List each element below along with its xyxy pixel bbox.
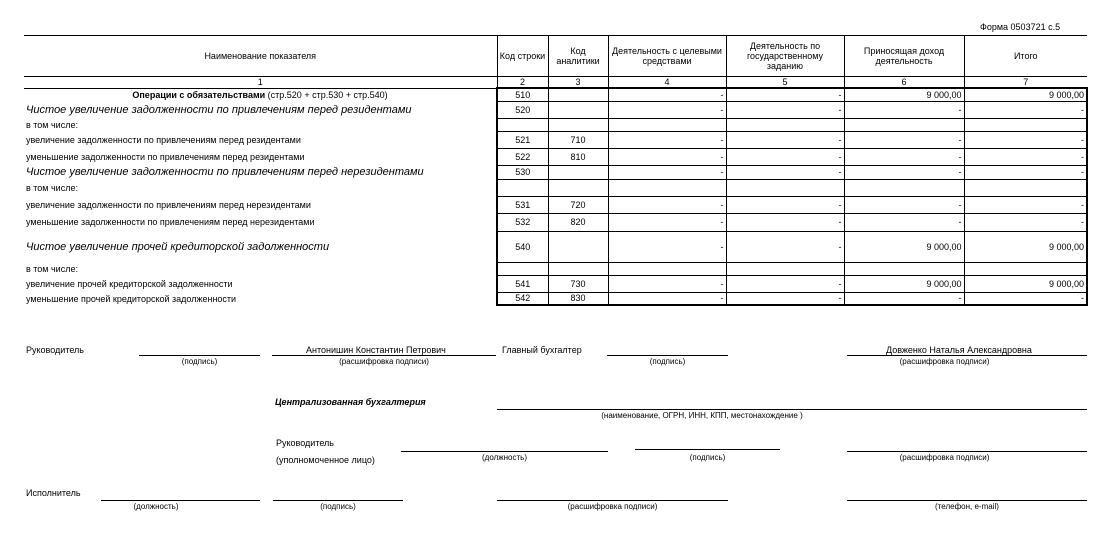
row-name: Чистое увеличение задолженности по привлечениям перед резидентами <box>26 103 412 116</box>
centralized-accounting-label: Централизованная бухгалтерия <box>275 397 426 407</box>
chief-name-line <box>847 355 1087 356</box>
row-name: Чистое увеличение прочей кредиторской задолженности <box>26 240 330 253</box>
colnum-5: 5 <box>726 77 844 89</box>
table-row <box>24 292 1087 305</box>
row-analytics <box>548 118 608 131</box>
table-row <box>24 131 1087 148</box>
colnum-7: 7 <box>964 77 1087 89</box>
chief-signature-line <box>607 355 728 356</box>
chief-signature-caption: (подпись) <box>649 357 686 366</box>
row-income-value: - <box>844 292 964 305</box>
chief-name-caption: (расшифровка подписи) <box>899 357 990 366</box>
row-total-value: - <box>964 196 1087 213</box>
table-row <box>24 213 1087 231</box>
row-target-value <box>608 118 726 131</box>
row-total-value: 9 000,00 <box>964 275 1087 292</box>
centralized-accounting-line <box>497 409 1087 410</box>
row-income-value: - <box>844 131 964 148</box>
authorized-signature-line <box>635 449 780 450</box>
head-name-caption: (расшифровка подписи) <box>339 357 429 366</box>
row-total-value <box>964 262 1087 275</box>
table-row <box>24 148 1087 165</box>
row-state-value: - <box>726 292 844 305</box>
colnum-1: 1 <box>24 77 497 89</box>
row-total-value: - <box>964 131 1087 148</box>
row-state-value: - <box>726 231 844 262</box>
authorized-position-caption: (должность) <box>482 453 527 462</box>
row-code <box>497 179 548 196</box>
row-state-value <box>726 118 844 131</box>
row-state-value: - <box>726 101 844 118</box>
head-label: Руководитель <box>26 345 84 355</box>
row-analytics: 810 <box>548 148 608 165</box>
executor-signature-caption: (подпись) <box>320 502 356 511</box>
row-total-value: 9 000,00 <box>964 88 1087 101</box>
table-row <box>24 196 1087 213</box>
row-total-value <box>964 179 1087 196</box>
centralized-accounting-caption: (наименование, ОГРН, ИНН, КПП, местонахождение ) <box>601 411 803 420</box>
row-state-value: - <box>726 131 844 148</box>
row-name: в том числе: <box>26 263 78 274</box>
row-state-value <box>726 179 844 196</box>
row-state-value: - <box>726 148 844 165</box>
row-name: увеличение задолженности по привлечениям перед нерезидентами <box>26 199 311 210</box>
row-code: 530 <box>497 165 548 179</box>
row-target-value: - <box>608 196 726 213</box>
row-name-formula: (стр.520 + стр.530 + стр.540) <box>265 89 388 100</box>
chief-accountant-label: Главный бухгалтер <box>502 345 582 355</box>
row-total-value: - <box>964 213 1087 231</box>
row-income-value: 9 000,00 <box>844 231 964 262</box>
row-code: 510 <box>497 88 548 101</box>
row-target-value <box>608 179 726 196</box>
header-state: Деятельность по государственному заданию <box>726 36 844 77</box>
authorized-name-line <box>847 451 1087 452</box>
row-analytics: 710 <box>548 131 608 148</box>
row-income-value <box>844 118 964 131</box>
row-target-value: - <box>608 131 726 148</box>
header-income: Приносящая доход деятельность <box>844 36 964 77</box>
row-income-value: - <box>844 148 964 165</box>
row-target-value: - <box>608 148 726 165</box>
row-total-value: 9 000,00 <box>964 231 1087 262</box>
row-total-value: - <box>964 101 1087 118</box>
header-code: Код строки <box>497 36 548 77</box>
column-numbers-row <box>24 77 1087 89</box>
row-total-value <box>964 118 1087 131</box>
row-analytics: 830 <box>548 292 608 305</box>
row-analytics <box>548 179 608 196</box>
row-total-value: - <box>964 148 1087 165</box>
row-name: уменьшение задолженности по привлечениям перед резидентами <box>26 151 305 162</box>
executor-label: Исполнитель <box>26 488 81 498</box>
header-total: Итого <box>964 36 1087 77</box>
row-name: Чистое увеличение задолженности по привлечениям перед нерезидентами <box>26 166 424 178</box>
row-target-value: - <box>608 275 726 292</box>
executor-name-line <box>497 500 728 501</box>
table-row <box>24 88 1087 101</box>
row-name-bold: Операции с обязательствами <box>132 89 266 100</box>
row-analytics <box>548 101 608 118</box>
row-total-value: - <box>964 292 1087 305</box>
row-code: 532 <box>497 213 548 231</box>
row-name: уменьшение задолженности по привлечениям перед нерезидентами <box>26 217 315 227</box>
row-income-value: 9 000,00 <box>844 275 964 292</box>
row-income-value: - <box>844 196 964 213</box>
row-target-value: - <box>608 231 726 262</box>
row-income-value: - <box>844 213 964 231</box>
table-row <box>24 101 1087 118</box>
colnum-4: 4 <box>608 77 726 89</box>
executor-position-caption: (должность) <box>133 502 179 511</box>
table-row <box>24 231 1087 262</box>
row-target-value: - <box>608 165 726 179</box>
row-state-value: - <box>726 275 844 292</box>
row-state-value: - <box>726 88 844 101</box>
report-table <box>24 35 1088 306</box>
colnum-6: 6 <box>844 77 964 89</box>
table-row <box>24 165 1087 179</box>
row-analytics <box>548 88 608 101</box>
row-income-value: - <box>844 165 964 179</box>
row-analytics: 730 <box>548 275 608 292</box>
row-analytics: 820 <box>548 213 608 231</box>
row-state-value: - <box>726 196 844 213</box>
row-target-value: - <box>608 213 726 231</box>
row-income-value <box>844 262 964 275</box>
row-target-value: - <box>608 292 726 305</box>
table-row <box>24 118 1087 131</box>
row-target-value: - <box>608 101 726 118</box>
table-row <box>24 275 1087 292</box>
row-name: уменьшение прочей кредиторской задолженности <box>26 293 237 304</box>
row-code: 541 <box>497 275 548 292</box>
row-analytics <box>548 165 608 179</box>
header-analytics: Код аналитики <box>548 36 608 77</box>
row-name <box>24 88 497 101</box>
row-analytics <box>548 262 608 275</box>
row-state-value: - <box>726 213 844 231</box>
row-state-value: - <box>726 165 844 179</box>
colnum-3: 3 <box>548 77 608 89</box>
row-total-value: - <box>964 165 1087 179</box>
row-code: 531 <box>497 196 548 213</box>
row-name: увеличение задолженности по привлечениям перед резидентами <box>26 134 301 145</box>
header-name: Наименование показателя <box>24 36 497 77</box>
row-name: увеличение прочей кредиторской задолженности <box>26 278 233 289</box>
chief-accountant-name: Довженко Наталья Александровна <box>886 345 1032 355</box>
table-row <box>24 179 1087 196</box>
row-name: в том числе: <box>26 119 78 130</box>
colnum-2: 2 <box>497 77 548 89</box>
head-name-line <box>272 355 496 356</box>
row-income-value <box>844 179 964 196</box>
head-name: Антонишин Константин Петрович <box>306 345 446 355</box>
row-target-value <box>608 262 726 275</box>
authorized-person-label: (уполномоченное лицо) <box>276 455 375 465</box>
row-code <box>497 118 548 131</box>
row-code <box>497 262 548 275</box>
row-analytics: 720 <box>548 196 608 213</box>
authorized-name-caption: (расшифровка подписи) <box>899 453 990 462</box>
executor-signature-line <box>273 500 403 501</box>
row-code: 521 <box>497 131 548 148</box>
authorized-signature-caption: (подпись) <box>689 453 726 462</box>
header-target: Деятельность с целевыми средствами <box>608 36 726 77</box>
row-target-value: - <box>608 88 726 101</box>
row-income-value: - <box>844 101 964 118</box>
row-code: 522 <box>497 148 548 165</box>
executor-name-caption: (расшифровка подписи) <box>567 502 658 511</box>
table-row <box>24 262 1087 275</box>
row-name: в том числе: <box>26 182 78 193</box>
authorized-head-label: Руководитель <box>276 438 334 448</box>
row-state-value <box>726 262 844 275</box>
executor-phone-caption: (телефон, e-mail) <box>935 502 999 511</box>
head-signature-line <box>139 355 260 356</box>
form-number-label: Форма 0503721 с.5 <box>980 22 1061 32</box>
row-analytics <box>548 231 608 262</box>
head-signature-caption: (подпись) <box>181 357 218 366</box>
authorized-position-line <box>401 451 608 452</box>
row-code: 520 <box>497 101 548 118</box>
executor-position-line <box>101 500 260 501</box>
row-code: 540 <box>497 231 548 262</box>
executor-phone-line <box>847 500 1087 501</box>
row-income-value: 9 000,00 <box>844 88 964 101</box>
row-code: 542 <box>497 292 548 305</box>
